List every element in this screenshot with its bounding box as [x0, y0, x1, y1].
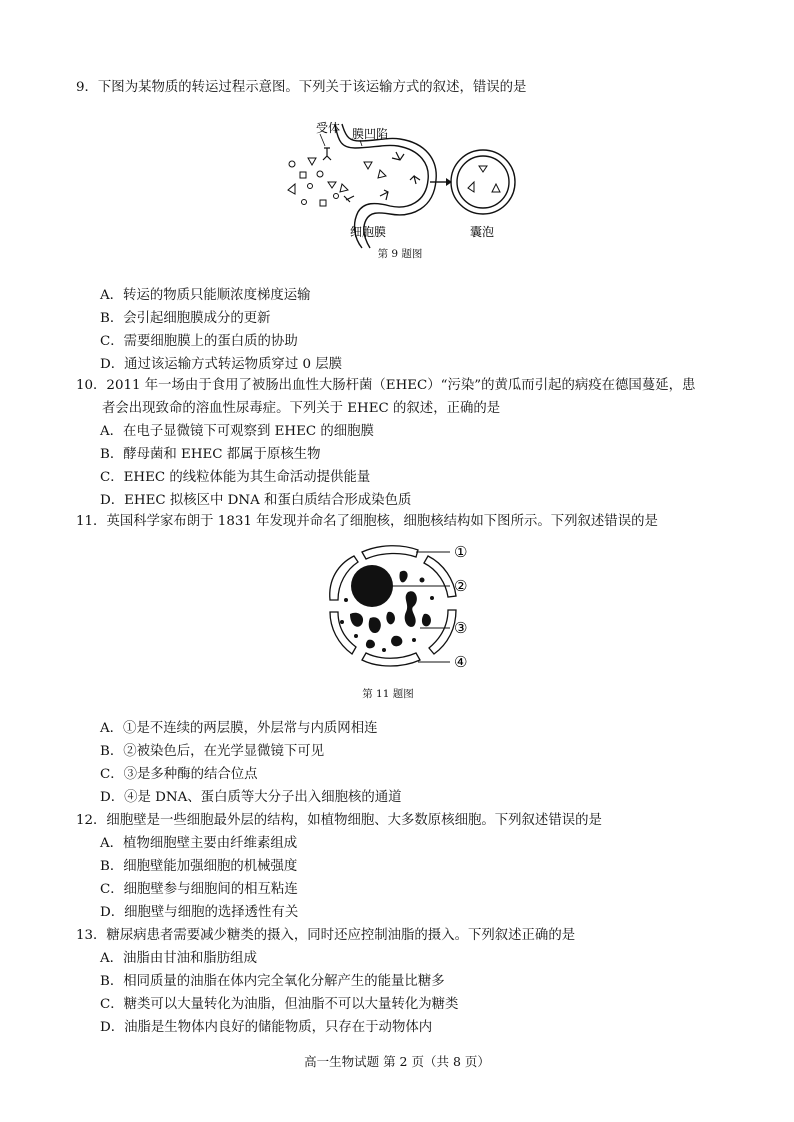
q11-figure-nucleus-diagram [310, 540, 500, 680]
q9-option-c: C．需要细胞膜上的蛋白质的协助 [100, 334, 298, 349]
q10-stem-line2: 者会出现致命的溶血性尿毒症。下列关于 EHEC 的叙述，正确的是 [102, 401, 501, 416]
q12-option-d: D．细胞壁与细胞的选择透性有关 [100, 905, 299, 920]
q10-option-c: C．EHEC 的线粒体能为其生命活动提供能量 [100, 470, 371, 485]
nuclear-envelope-fragment [424, 556, 456, 597]
chromatin [405, 591, 417, 627]
nuclear-envelope-fragment [362, 653, 420, 666]
page-footer: 高一生物试题 第 2 页（共 8 页） [304, 1054, 490, 1069]
q13-stem: 13．糖尿病患者需要减少糖类的摄入，同时还应控制油脂的摄入。下列叙述正确的是 [76, 928, 576, 943]
q10-option-a: A．在电子显微镜下可观察到 EHEC 的细胞膜 [100, 424, 374, 439]
q11-option-b: B．②被染色后，在光学显微镜下可见 [100, 744, 325, 759]
q11-option-a: A．①是不连续的两层膜，外层常与内质网相连 [100, 721, 378, 736]
invagination-label: 膜凹陷 [352, 127, 389, 141]
q12-stem: 12．细胞壁是一些细胞最外层的结构，如植物细胞、大多数原核细胞。下列叙述错误的是 [76, 813, 602, 828]
nucleus-label-2: ② [454, 577, 468, 595]
nucleus-label-4: ④ [454, 653, 468, 671]
q9-figure-endocytosis-diagram [280, 114, 520, 250]
receptor-shape [410, 176, 420, 184]
chromatin [369, 617, 381, 633]
q9-option-b: B．会引起细胞膜成分的更新 [100, 311, 271, 326]
chromatin [366, 640, 375, 649]
receptor-shape [392, 152, 404, 160]
vesicle-outer [451, 150, 515, 214]
q10-option-b: B．酵母菌和 EHEC 都属于原核生物 [100, 447, 321, 462]
nucleus-label-1: ① [454, 543, 468, 561]
q10-option-d: D．EHEC 拟核区中 DNA 和蛋白质结合形成染色质 [100, 493, 412, 508]
nuclear-envelope-fragment [429, 610, 456, 654]
q9-stem: 9．下图为某物质的转运过程示意图。下列关于该运输方式的叙述，错误的是 [76, 80, 527, 95]
q13-option-d: D．油脂是生物体内良好的储能物质，只存在于动物体内 [100, 1020, 433, 1035]
q12-option-c: C．细胞壁参与细胞间的相互粘连 [100, 882, 298, 897]
chromatin [422, 614, 431, 627]
nuclear-envelope-fragment [362, 546, 418, 559]
q13-option-a: A．油脂由甘油和脂肪组成 [100, 951, 257, 966]
q9-option-a: A．转运的物质只能顺浓度梯度运输 [100, 288, 311, 303]
receptor-shape [380, 190, 388, 200]
membrane-label: 细胞膜 [350, 225, 387, 239]
q11-option-c: C．③是多种酶的结合位点 [100, 767, 258, 782]
q13-option-b: B．相同质量的油脂在体内完全氧化分解产生的能量比糖多 [100, 974, 445, 989]
q12-option-b: B．细胞壁能加强细胞的机械强度 [100, 859, 298, 874]
receptor-shape [323, 148, 331, 160]
vesicle-inner [457, 156, 509, 208]
chromatin [386, 612, 395, 625]
chromatin [391, 636, 402, 647]
q10-stem-line1: 10．2011 年一场由于食用了被肠出血性大肠杆菌（EHEC）“污染”的黄瓜而引起的病疫在德国蔓延，患 [76, 378, 696, 393]
q9-option-d: D．通过该运输方式转运物质穿过 0 层膜 [100, 357, 343, 372]
q12-option-a: A．植物细胞壁主要由纤维素组成 [100, 836, 298, 851]
q11-caption: 第 11 题图 [362, 688, 414, 700]
vesicle-label: 囊泡 [470, 225, 495, 239]
chromatin [350, 613, 363, 627]
nucleus-label-3: ③ [454, 619, 468, 637]
receptor-label: 受体 [316, 121, 341, 135]
q11-option-d: D．④是 DNA、蛋白质等大分子出入细胞核的通道 [100, 790, 402, 805]
q13-option-c: C．糖类可以大量转化为油脂，但油脂不可以大量转化为糖类 [100, 997, 459, 1012]
q11-stem: 11．英国科学家布朗于 1831 年发现并命名了细胞核，细胞核结构如下图所示。下列叙述错误的是 [76, 514, 658, 529]
chromatin [399, 571, 407, 583]
q9-caption: 第 9 题图 [377, 248, 423, 260]
receptor-shape [344, 196, 354, 202]
